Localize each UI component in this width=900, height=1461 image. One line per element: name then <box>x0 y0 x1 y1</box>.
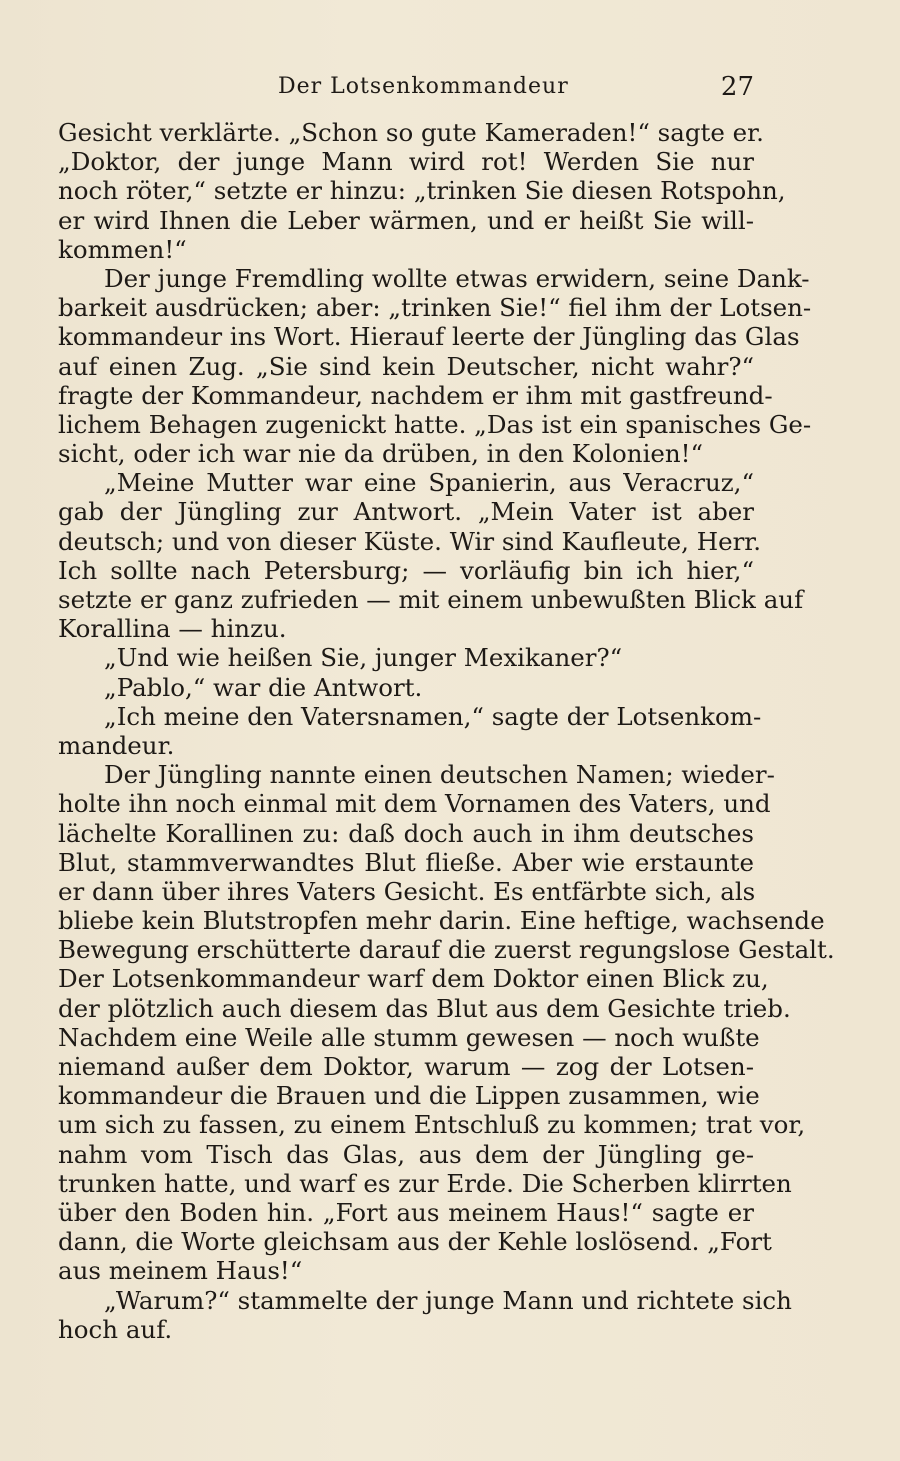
text-line: Blut, stammverwandtes Blut fließe. Aber wie erstaunte <box>58 847 754 877</box>
text-line: lichem Behagen zugenickt hatte. „Das ist ein spanisches Ge- <box>58 409 812 439</box>
text-line: „Meine Mutter war eine Spanierin, aus Veracruz,“ <box>104 468 754 498</box>
text-line: „Ich meine den Vatersnamen,“ sagte der Lotsenkom- <box>104 701 762 731</box>
text-line: „Und wie heißen Sie, junger Mexikaner?“ <box>104 643 623 673</box>
text-line: gab der Jüngling zur Antwort. „Mein Vater ist aber <box>58 497 754 527</box>
text-line: holte ihn noch einmal mit dem Vornamen des Vaters, und <box>58 789 771 819</box>
text-line: Korallina — hinzu. <box>58 614 287 644</box>
text-line: „Pablo,“ war die Antwort. <box>104 672 423 702</box>
text-line: „Warum?“ stammelte der junge Mann und richtete sich <box>104 1285 792 1315</box>
text-line: über den Boden hin. „Fort aus meinem Haus!“ sagte er <box>58 1197 754 1227</box>
text-line: er wird Ihnen die Leber wärmen, und er heißt Sie will- <box>58 205 754 235</box>
text-line: sicht, oder ich war nie da drüben, in den Kolonien!“ <box>58 439 704 469</box>
text-line: Gesicht verklärte. „Schon so gute Kameraden!“ sagte er. <box>58 118 764 147</box>
text-line: fragte der Kommandeur, nachdem er ihm mit gastfreund- <box>58 380 773 410</box>
text-line: dann, die Worte gleichsam aus der Kehle loslösend. „Fort <box>58 1227 772 1257</box>
text-line: kommen!“ <box>58 234 187 264</box>
running-title: Der Lotsenkommandeur <box>278 74 569 99</box>
text-line: Der Jüngling nannte einen deutschen Namen; wieder- <box>104 760 775 790</box>
text-line: aus meinem Haus!“ <box>58 1256 303 1286</box>
text-line: Nachdem eine Weile alle stumm gewesen — noch wußte <box>58 1022 760 1052</box>
text-line: barkeit ausdrücken; aber: „trinken Sie!“ fiel ihm der Lotsen- <box>58 293 812 323</box>
text-line: noch röter,“ setzte er hinzu: „trinken Sie diesen Rotspohn, <box>58 176 786 206</box>
page-number: 27 <box>720 72 754 102</box>
text-line: Ich sollte nach Petersburg; — vorläufig bin ich hier,“ <box>58 555 754 585</box>
text-line: um sich zu fassen, zu einem Entschluß zu kommen; trat vor, <box>58 1110 806 1140</box>
text-line: Der Lotsenkommandeur warf dem Doktor einen Blick zu, <box>58 964 769 994</box>
text-line: mandeur. <box>58 730 175 760</box>
text-line: deutsch; und von dieser Küste. Wir sind Kaufleute, Herr. <box>58 526 762 556</box>
body-text <box>58 118 835 1344</box>
text-line: trunken hatte, und warf es zur Erde. Die Scherben klirrten <box>58 1168 792 1198</box>
text-line: der plötzlich auch diesem das Blut aus dem Gesichte trieb. <box>58 993 791 1023</box>
page-header <box>58 74 754 106</box>
text-line: auf einen Zug. „Sie sind kein Deutscher, nicht wahr?“ <box>58 351 754 381</box>
text-line: er dann über ihres Vaters Gesicht. Es entfärbte sich, als <box>58 876 756 906</box>
text-line: kommandeur ins Wort. Hierauf leerte der Jüngling das Glas <box>58 322 800 352</box>
text-line: Bewegung erschütterte darauf die zuerst regungslose Gestalt. <box>58 935 835 965</box>
text-line: setzte er ganz zufrieden — mit einem unbewußten Blick auf <box>58 585 804 614</box>
text-line: niemand außer dem Doktor, warum — zog der Lotsen- <box>58 1052 754 1081</box>
text-line: bliebe kein Blutstropfen mehr darin. Eine heftige, wachsende <box>58 906 825 936</box>
text-line: nahm vom Tisch das Glas, aus dem der Jüngling ge- <box>58 1139 754 1169</box>
text-line: Der junge Fremdling wollte etwas erwidern, seine Dank- <box>104 263 810 293</box>
text-line: kommandeur die Brauen und die Lippen zusammen, wie <box>58 1081 760 1111</box>
text-line: hoch auf. <box>58 1314 173 1344</box>
text-line: lächelte Korallinen zu: daß doch auch in ihm deutsches <box>58 818 754 848</box>
text-line: „Doktor, der junge Mann wird rot! Werden Sie nur <box>58 147 754 177</box>
